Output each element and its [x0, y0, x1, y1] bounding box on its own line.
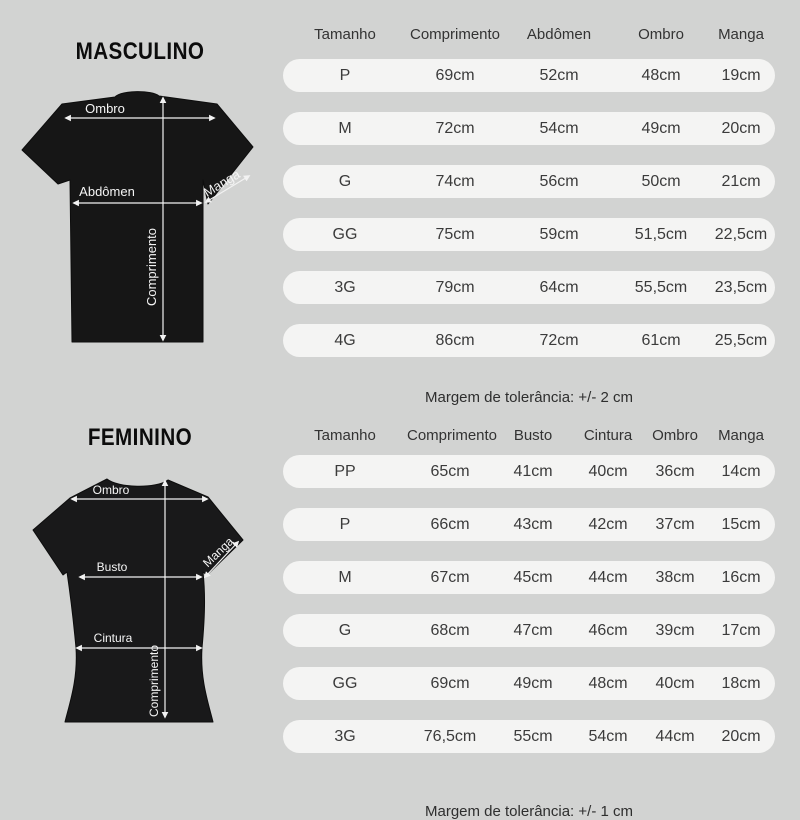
measurement-cell: 76,5cm — [423, 727, 477, 745]
table-row — [283, 561, 775, 594]
womens-tshirt-silhouette — [33, 479, 243, 722]
column-header: Comprimento — [407, 427, 498, 444]
measurement-cell: 50cm — [641, 172, 681, 190]
measurement-cell: 79cm — [435, 278, 475, 296]
measurement-cell: 49cm — [513, 674, 553, 692]
measurement-cell: 51,5cm — [634, 225, 688, 243]
size-cell: M — [338, 568, 352, 586]
table-row — [283, 218, 775, 251]
table-row — [283, 508, 775, 541]
measurement-cell: 21cm — [721, 172, 761, 190]
measurement-cell: 49cm — [641, 119, 681, 137]
measurement-cell: 44cm — [655, 727, 695, 745]
measurement-cell: 72cm — [539, 331, 579, 349]
table-header-row — [283, 419, 775, 452]
measurement-cell: 66cm — [430, 515, 470, 533]
measurement-cell: 15cm — [721, 515, 761, 533]
measurement-cell: 54cm — [588, 727, 628, 745]
measurement-cell: 40cm — [588, 462, 628, 480]
size-cell: PP — [334, 462, 356, 480]
column-header: Manga — [718, 26, 764, 43]
measurement-cell: 54cm — [539, 119, 579, 137]
measurement-cell: 23,5cm — [714, 278, 768, 296]
column-header: Tamanho — [314, 26, 376, 43]
measurement-cell: 19cm — [721, 66, 761, 84]
measurement-cell: 37cm — [655, 515, 695, 533]
measurement-cell: 43cm — [513, 515, 553, 533]
size-cell: P — [339, 66, 351, 84]
size-cell: 3G — [334, 278, 356, 296]
measurement-cell: 69cm — [430, 674, 470, 692]
column-header: Manga — [718, 427, 764, 444]
measurement-cell: 20cm — [721, 119, 761, 137]
measurement-cell: 16cm — [721, 568, 761, 586]
measurement-cell: 38cm — [655, 568, 695, 586]
measurement-cell: 56cm — [539, 172, 579, 190]
measurement-cell: 65cm — [430, 462, 470, 480]
measurement-cell: 48cm — [641, 66, 681, 84]
measurement-cell: 45cm — [513, 568, 553, 586]
measurement-cell: 36cm — [655, 462, 695, 480]
column-header: Ombro — [638, 26, 684, 43]
mens-shoulder-label: Ombro — [85, 101, 125, 116]
womens-sleeve-label: Manga — [200, 534, 237, 570]
measurement-cell: 64cm — [539, 278, 579, 296]
size-cell: 3G — [334, 727, 356, 745]
measurement-cell: 44cm — [588, 568, 628, 586]
column-header: Ombro — [652, 427, 698, 444]
table-row — [283, 667, 775, 700]
size-cell: GG — [332, 674, 358, 692]
measurement-cell: 86cm — [435, 331, 475, 349]
measurement-cell: 48cm — [588, 674, 628, 692]
mens-sleeve-label: Manga — [200, 166, 243, 200]
table-row — [283, 324, 775, 357]
size-cell: G — [338, 172, 352, 190]
measurement-cell: 61cm — [641, 331, 681, 349]
table-row — [283, 112, 775, 145]
measurement-cell: 67cm — [430, 568, 470, 586]
table-row — [283, 165, 775, 198]
size-cell: M — [338, 119, 352, 137]
measurement-cell: 69cm — [435, 66, 475, 84]
measurement-cell: 46cm — [588, 621, 628, 639]
size-cell: GG — [332, 225, 358, 243]
table-row — [283, 720, 775, 753]
measurement-cell: 74cm — [435, 172, 475, 190]
measurement-cell: 41cm — [513, 462, 553, 480]
size-cell: G — [338, 621, 352, 639]
measurement-cell: 59cm — [539, 225, 579, 243]
womens-shoulder-label: Ombro — [92, 483, 130, 497]
womens-waist-label: Cintura — [93, 631, 133, 645]
measurement-cell: 25,5cm — [714, 331, 768, 349]
measurement-cell: 75cm — [435, 225, 475, 243]
measurement-cell: 55cm — [513, 727, 553, 745]
column-header: Abdômen — [526, 26, 592, 43]
masculino-section-title: MASCULINO — [75, 38, 205, 65]
column-header: Tamanho — [314, 427, 376, 444]
measurement-cell: 47cm — [513, 621, 553, 639]
feminino-size-table — [283, 419, 775, 773]
measurement-cell: 40cm — [655, 674, 695, 692]
measurement-cell: 39cm — [655, 621, 695, 639]
column-header: Busto — [513, 427, 553, 444]
column-header: Comprimento — [409, 26, 501, 43]
measurement-cell: 14cm — [721, 462, 761, 480]
measurement-cell: 22,5cm — [714, 225, 768, 243]
size-cell: 4G — [334, 331, 356, 349]
table-row — [283, 455, 775, 488]
mens-tshirt-silhouette — [22, 92, 253, 342]
table-row — [283, 271, 775, 304]
masculino-size-table — [283, 18, 775, 377]
table-row — [283, 59, 775, 92]
table-header-row — [283, 18, 775, 51]
table-row — [283, 614, 775, 647]
mens-length-label: Comprimento — [144, 227, 159, 307]
womens-length-label: Comprimento — [147, 644, 161, 718]
masculino-shirt-diagram — [10, 88, 260, 350]
measurement-cell: 72cm — [435, 119, 475, 137]
measurement-cell: 18cm — [721, 674, 761, 692]
measurement-cell: 20cm — [721, 727, 761, 745]
measurement-cell: 68cm — [430, 621, 470, 639]
measurement-cell: 17cm — [721, 621, 761, 639]
measurement-cell: 42cm — [588, 515, 628, 533]
feminino-tolerance-note: Margem de tolerância: +/- 1 cm — [424, 803, 633, 820]
size-cell: P — [339, 515, 351, 533]
feminino-section-title: FEMININO — [87, 424, 193, 451]
measurement-cell: 55,5cm — [634, 278, 688, 296]
feminino-shirt-diagram — [28, 474, 248, 732]
womens-bust-label: Busto — [96, 560, 128, 574]
measurement-cell: 52cm — [539, 66, 579, 84]
mens-abdomen-label: Abdômen — [79, 184, 135, 199]
masculino-tolerance-note: Margem de tolerância: +/- 2 cm — [424, 389, 633, 406]
column-header: Cintura — [583, 427, 633, 444]
